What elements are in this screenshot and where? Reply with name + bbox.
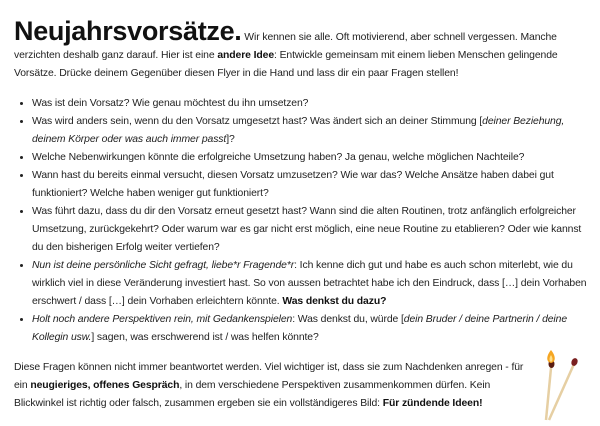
question-italic: dein Bruder / deine Partnerin / deine Kollegin usw. xyxy=(32,314,568,343)
outro-paragraph xyxy=(14,359,534,413)
outro-text: Diese Fragen können nicht immer beantwortet werden. Viel wichtiger ist, dass sie zum Nachdenken anregen - für ein xyxy=(14,362,524,391)
question-list xyxy=(14,95,590,347)
question-bold: Was denkst du dazu? xyxy=(282,296,387,307)
page-title: Neujahrsvorsätze. xyxy=(14,16,242,46)
list-item xyxy=(32,113,590,149)
question-text: : Was denkst du, würde [ xyxy=(292,314,404,325)
list-item xyxy=(32,167,590,203)
question-italic: Holt noch andere Perspektiven rein, mit Gedankenspielen xyxy=(32,314,293,325)
list-item xyxy=(32,311,590,347)
question-text: Was ist dein Vorsatz? Wie genau möchtest du ihn umsetzen? xyxy=(32,98,309,109)
question-italic: Nun ist deine persönliche Sicht gefragt, liebe*r Fragende*r xyxy=(32,260,295,271)
matches-illustration xyxy=(536,350,586,422)
question-text: : Ich kenne dich gut und habe es auch schon miterlebt, wie du wirklich viel in diese Veränderung investiert hast. So von aussen betrachtet habe ich den Eindruck, dass […] dein Vorhaben erschwert / dass […] dein Vorhaben erleichtern könnte. xyxy=(32,260,587,307)
question-text: Wann hast du bereits einmal versucht, diesen Vorsatz umzusetzen? Wie war das? Welche Ansätze haben dabei gut funktioniert? Welche haben weniger gut funktioniert? xyxy=(32,170,554,199)
intro-text: : Entwickle gemeinsam mit einem lieben Menschen gelingende Vorsätze. Drücke deinem Gegenüber diesen Flyer in die Hand und lass dir ein paar Fragen stellen! xyxy=(14,50,558,79)
list-item xyxy=(32,149,590,167)
list-item xyxy=(32,203,590,257)
intro-paragraph xyxy=(14,16,590,83)
question-text: Was wird anders sein, wenn du den Vorsatz umgesetzt hast? Was ändert sich an deiner Stimmung [ xyxy=(32,116,483,127)
list-item xyxy=(32,257,590,311)
intro-emphasis: andere Idee xyxy=(217,50,274,61)
outro-emphasis: Für zündende Ideen! xyxy=(382,398,483,409)
list-item xyxy=(32,95,590,113)
question-italic: deiner Beziehung, deinem Körper oder was auch immer passt xyxy=(32,116,565,145)
outro-emphasis: neugieriges, offenes Gespräch xyxy=(30,380,180,391)
question-text: Welche Nebenwirkungen könnte die erfolgreiche Umsetzung haben? Ja genau, welche möglichen Nachteile? xyxy=(32,152,525,163)
question-text: ]? xyxy=(226,134,235,145)
outro-text: , in dem verschiedene Perspektiven zusammenkommen dürfen. Kein Blickwinkel ist richtig oder falsch, zusammen ergeben sie ein vollständigeres Bild: xyxy=(14,380,491,409)
question-text: ] sagen, was erschwerend ist / was helfen könnte? xyxy=(91,332,319,343)
intro-text: Wir kennen sie alle. Oft motivierend, aber schnell vergessen. Manche verzichten deshalb ganz darauf. Hier ist eine xyxy=(14,32,557,61)
question-text: Was führt dazu, dass du dir den Vorsatz erneut gesetzt hast? Wann sind die alten Routinen, trotz anfänglich erfolgreicher Umsetzung, zurückgekehrt? Oder warum war es gar nicht erst möglich, eine neue Routine zu etablieren? Oder wie kannst du den bisherigen Erfolg weiter vertiefen? xyxy=(32,206,582,253)
